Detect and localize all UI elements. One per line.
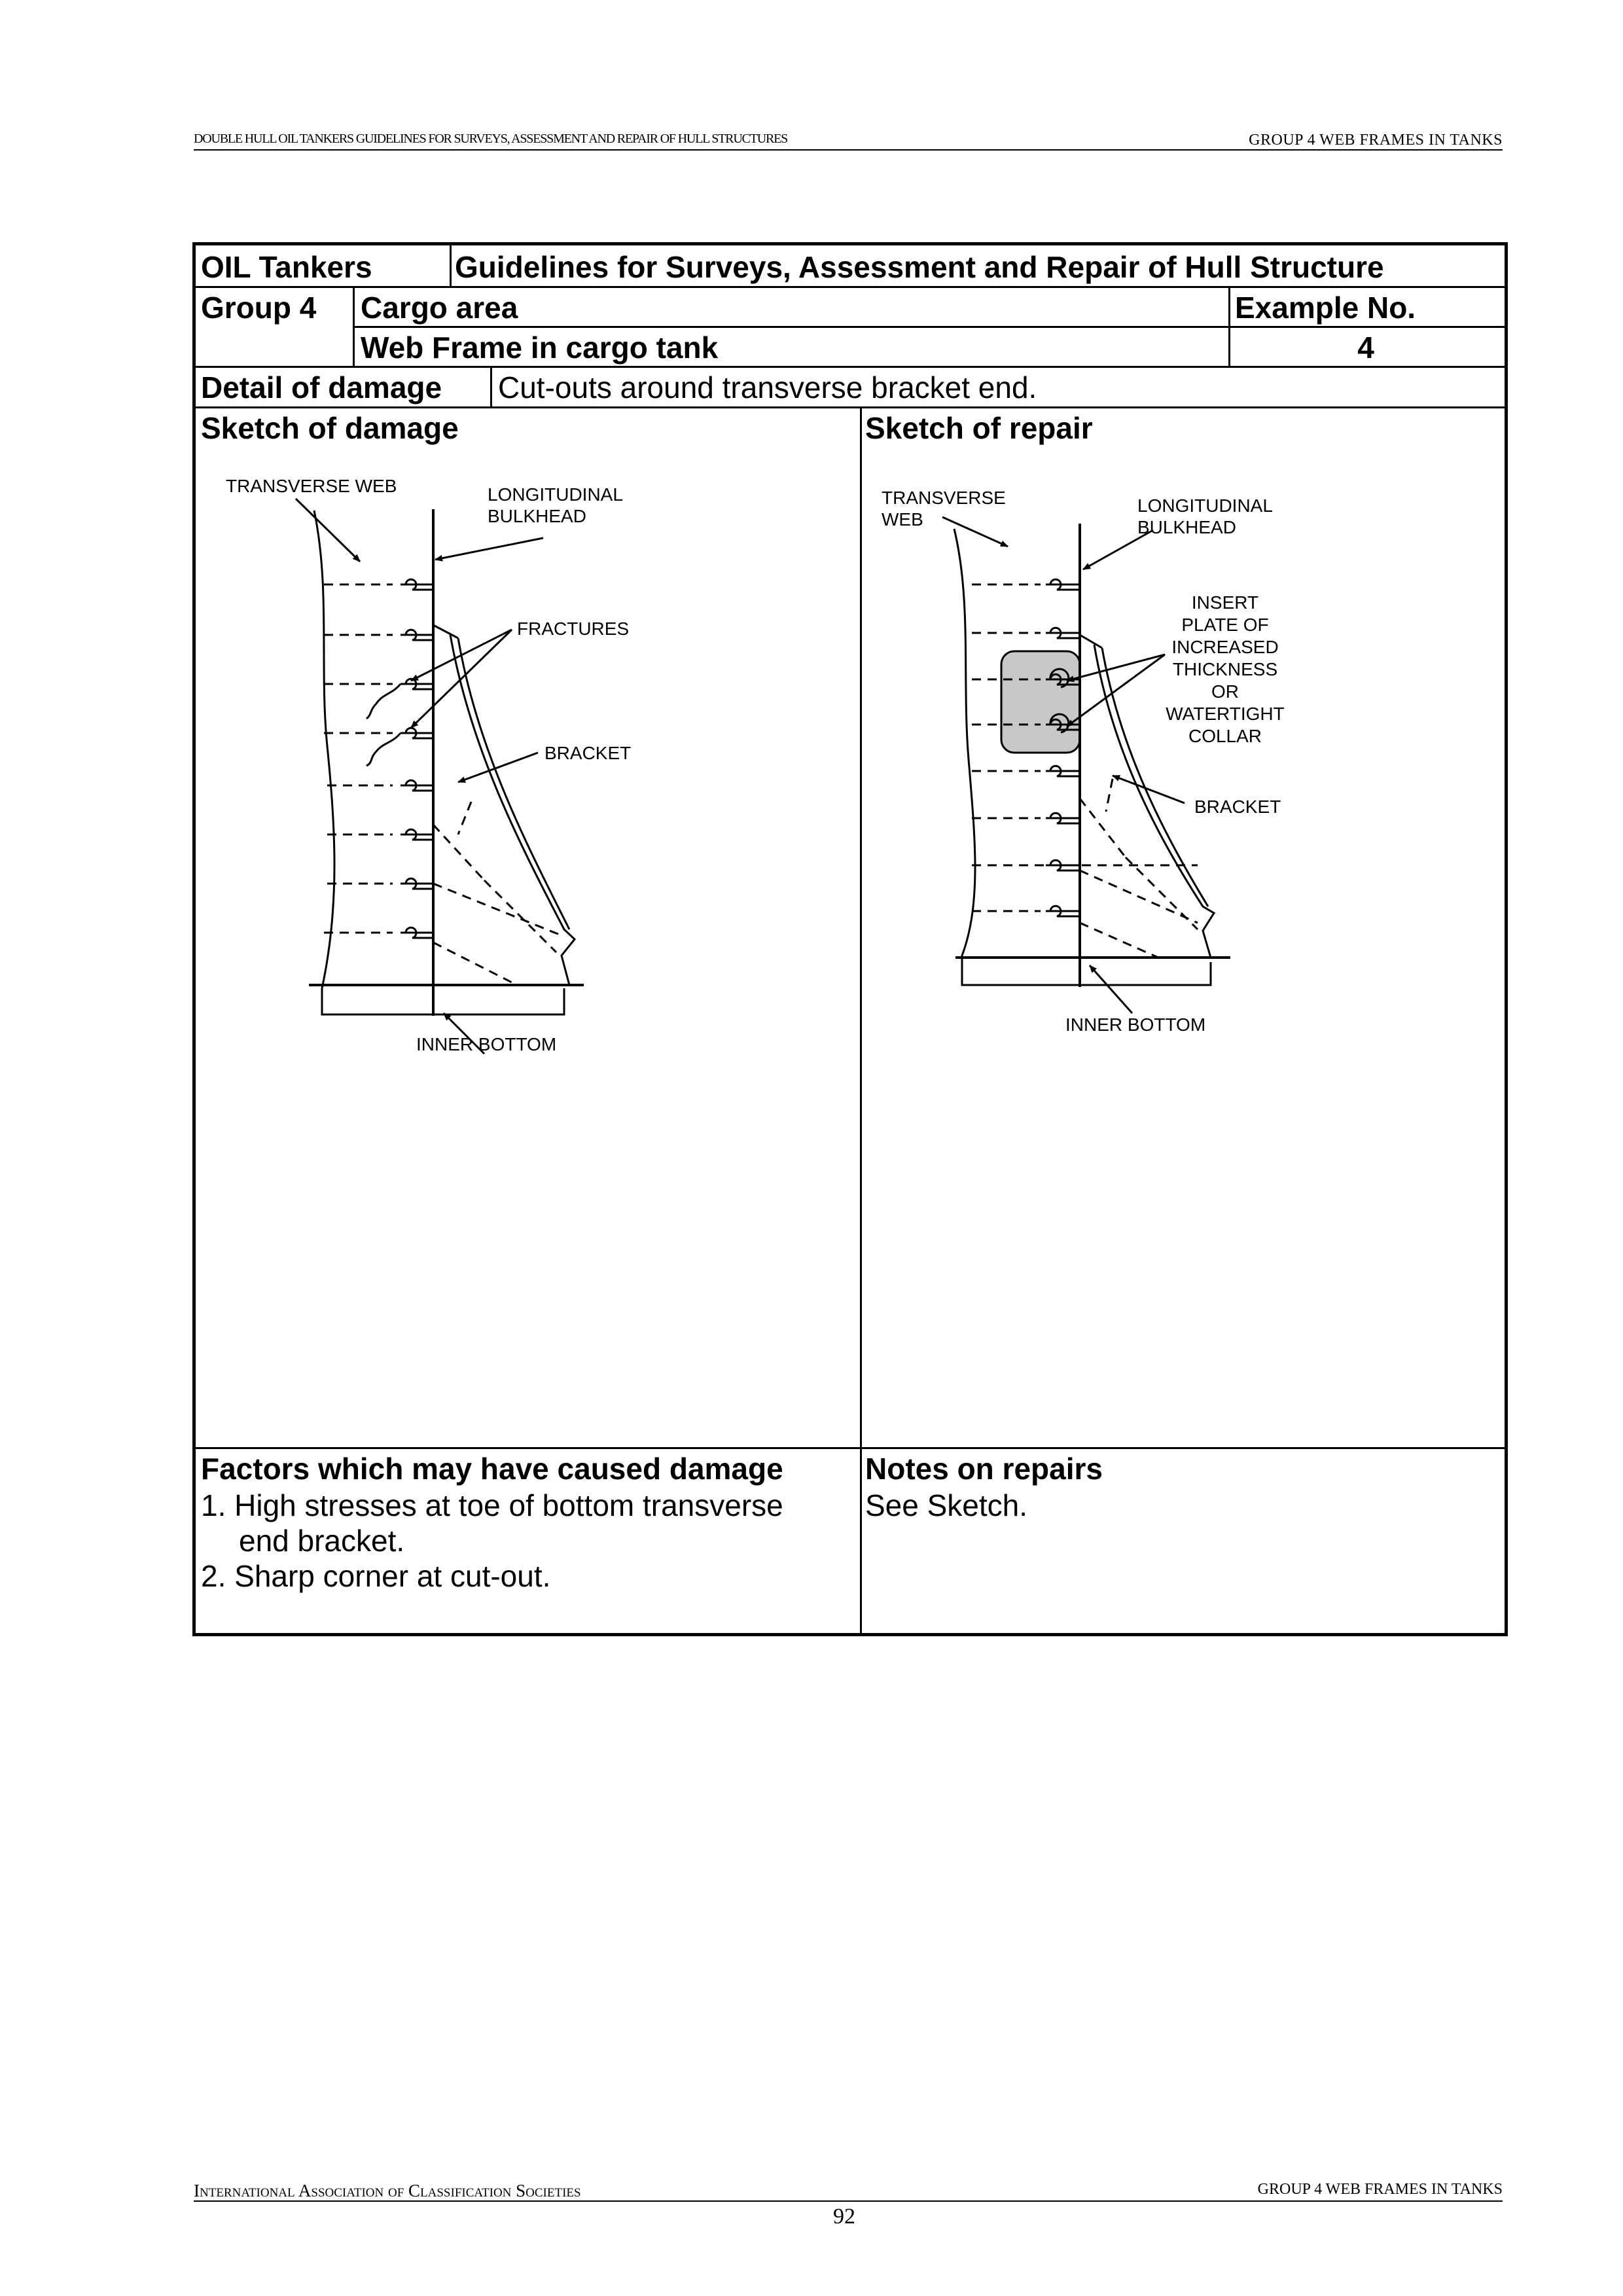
- insert-line: COLLAR: [1188, 726, 1262, 746]
- fracture-mark: [366, 684, 401, 719]
- sketch-damage-label: Sketch of damage: [201, 411, 459, 445]
- insert-label: [1166, 592, 1284, 746]
- damage-label-bracket: BRACKET: [544, 743, 632, 763]
- arrow-fracture: [411, 630, 512, 681]
- page-footer-organization: International Association of Classification Societies: [194, 2181, 581, 2200]
- location-label: Web Frame in cargo tank: [361, 331, 719, 365]
- repair-label-longitudinal: LONGITUDINAL: [1137, 495, 1273, 516]
- repair-label-bracket: BRACKET: [1194, 797, 1281, 817]
- arrow-transverse-web: [942, 517, 1008, 547]
- factor-item: 2. Sharp corner at cut-out.: [201, 1559, 551, 1593]
- area-label: Cargo area: [361, 291, 518, 325]
- web-edge: [954, 529, 975, 985]
- example-number: 4: [1357, 331, 1374, 365]
- insert-plate: [1001, 651, 1080, 753]
- arrow-bracket: [1113, 776, 1185, 803]
- damage-label-bulkhead: BULKHEAD: [488, 506, 586, 526]
- damage-label-longitudinal: LONGITUDINAL: [488, 484, 623, 505]
- damage-label-transverse-web: TRANSVERSE WEB: [226, 476, 397, 496]
- insert-line: WATERTIGHT: [1166, 704, 1285, 724]
- arrow-fracture: [411, 630, 512, 728]
- repair-sketch: [942, 517, 1230, 1013]
- fracture-mark: [366, 733, 401, 766]
- page-footer-section: GROUP 4 WEB FRAMES IN TANKS: [1257, 2181, 1503, 2198]
- web-edge: [314, 511, 334, 1014]
- longitudinal-stiffeners: [401, 579, 433, 938]
- example-label: Example No.: [1235, 291, 1416, 325]
- guidelines-title: Guidelines for Surveys, Assessment and Repair of Hull Structure: [455, 250, 1384, 284]
- damage-label-inner-bottom: INNER BOTTOM: [416, 1034, 557, 1054]
- web-bottom: [962, 962, 1211, 985]
- insert-line: PLATE OF: [1181, 615, 1269, 635]
- insert-line: THICKNESS: [1172, 659, 1278, 679]
- arrow-transverse-web: [296, 499, 360, 562]
- sketch-repair-label: Sketch of repair: [865, 411, 1093, 445]
- factor-item: 1. High stresses at toe of bottom transverse: [201, 1488, 783, 1522]
- arrow-insert: [1067, 655, 1165, 681]
- factor-item: end bracket.: [239, 1524, 405, 1558]
- stiffener-lines: [324, 584, 563, 985]
- damage-label-fractures: FRACTURES: [517, 619, 630, 639]
- arrow-insert: [1067, 655, 1165, 726]
- insert-line: OR: [1211, 681, 1239, 702]
- repair-label-inner-bottom: INNER BOTTOM: [1065, 1014, 1206, 1035]
- web-bottom: [322, 988, 564, 1014]
- notes-value: See Sketch.: [865, 1488, 1028, 1522]
- repair-sketch-labels: [882, 488, 1285, 1035]
- insert-line: INCREASED: [1171, 637, 1279, 657]
- bracket-flange-inner: [458, 638, 569, 929]
- group-label: Group 4: [201, 291, 317, 325]
- repair-label-bulkhead: BULKHEAD: [1137, 517, 1236, 537]
- detail-value: Cut-outs around transverse bracket end.: [498, 370, 1037, 404]
- notes-label: Notes on repairs: [865, 1452, 1103, 1486]
- factors-label: Factors which may have caused damage: [201, 1452, 783, 1486]
- stiffener-lines: [972, 584, 1198, 958]
- repair-label-web: WEB: [882, 509, 923, 529]
- damage-sketch-labels: [226, 476, 631, 1054]
- page-number: 92: [833, 2204, 855, 2229]
- oil-tankers-label: OIL Tankers: [201, 250, 372, 284]
- insert-line: INSERT: [1191, 592, 1259, 613]
- footer-rule: [194, 2200, 1503, 2202]
- damage-sketch: [296, 499, 584, 1054]
- arrow-bulkhead: [435, 538, 543, 560]
- arrow-inner-bottom: [1090, 965, 1132, 1013]
- page-header-title: DOUBLE HULL OIL TANKERS GUIDELINES FOR SURVEYS, ASSESSMENT AND REPAIR OF HULL STRUCTURES: [194, 132, 788, 146]
- page-header-section: GROUP 4 WEB FRAMES IN TANKS: [1249, 132, 1503, 149]
- detail-label: Detail of damage: [201, 370, 442, 404]
- repair-label-transverse: TRANSVERSE: [882, 488, 1006, 508]
